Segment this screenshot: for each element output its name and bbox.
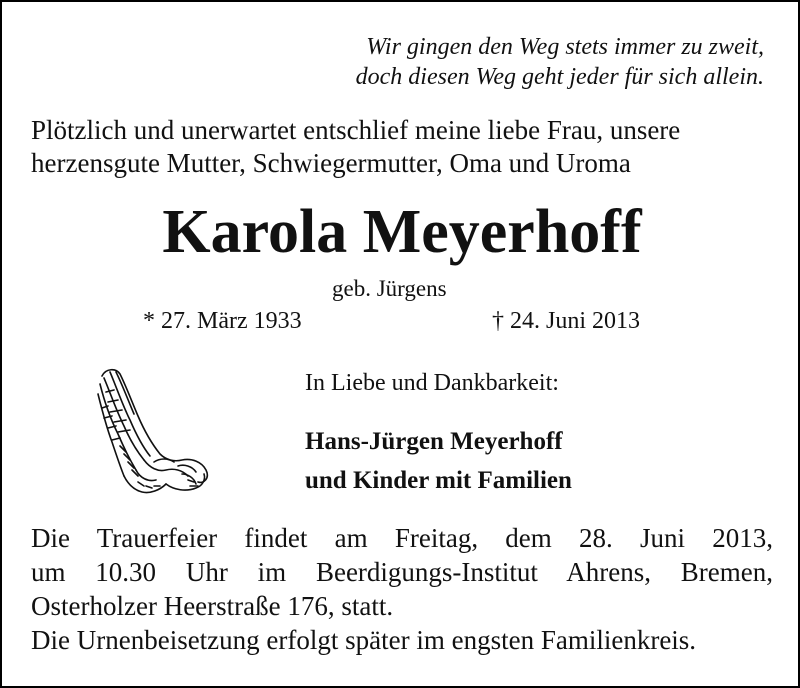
birth-date: * 27. März 1933 xyxy=(143,308,302,334)
praying-hands-icon xyxy=(94,362,210,502)
maiden-name: geb. Jürgens xyxy=(332,276,447,301)
mourner-line: und Kinder mit Familien xyxy=(305,467,572,494)
mourner-line: Hans-Jürgen Meyerhoff xyxy=(305,428,563,455)
ceremony-line: um 10.30 Uhr im Beerdigungs-Institut Ahrens, Bremen, xyxy=(31,557,773,587)
motto-line: doch diesen Weg geht jeder für sich allein. xyxy=(355,64,764,90)
announcement-line: Plötzlich und unerwartet entschlief meine liebe Frau, unsere xyxy=(31,115,681,145)
announcement-line: herzensgute Mutter, Schwiegermutter, Oma und Uroma xyxy=(31,148,631,178)
ceremony-details xyxy=(31,521,773,657)
deceased-name: Karola Meyerhoff xyxy=(162,198,642,266)
death-date: † 24. Juni 2013 xyxy=(492,308,641,334)
mourners-names xyxy=(305,422,572,500)
motto-line: Wir gingen den Weg stets immer zu zweit, xyxy=(366,34,764,60)
announcement-text xyxy=(31,114,791,180)
ceremony-line: Die Urnenbeisetzung erfolgt später im engsten Familienkreis. xyxy=(31,625,697,655)
ceremony-line: Osterholzer Heerstraße 176, statt. xyxy=(31,591,394,621)
thanks-line: In Liebe und Dankbarkeit: xyxy=(305,370,559,396)
motto-verse xyxy=(356,32,764,92)
ceremony-line: Die Trauerfeier findet am Freitag, dem 28. Juni 2013, xyxy=(31,523,773,553)
